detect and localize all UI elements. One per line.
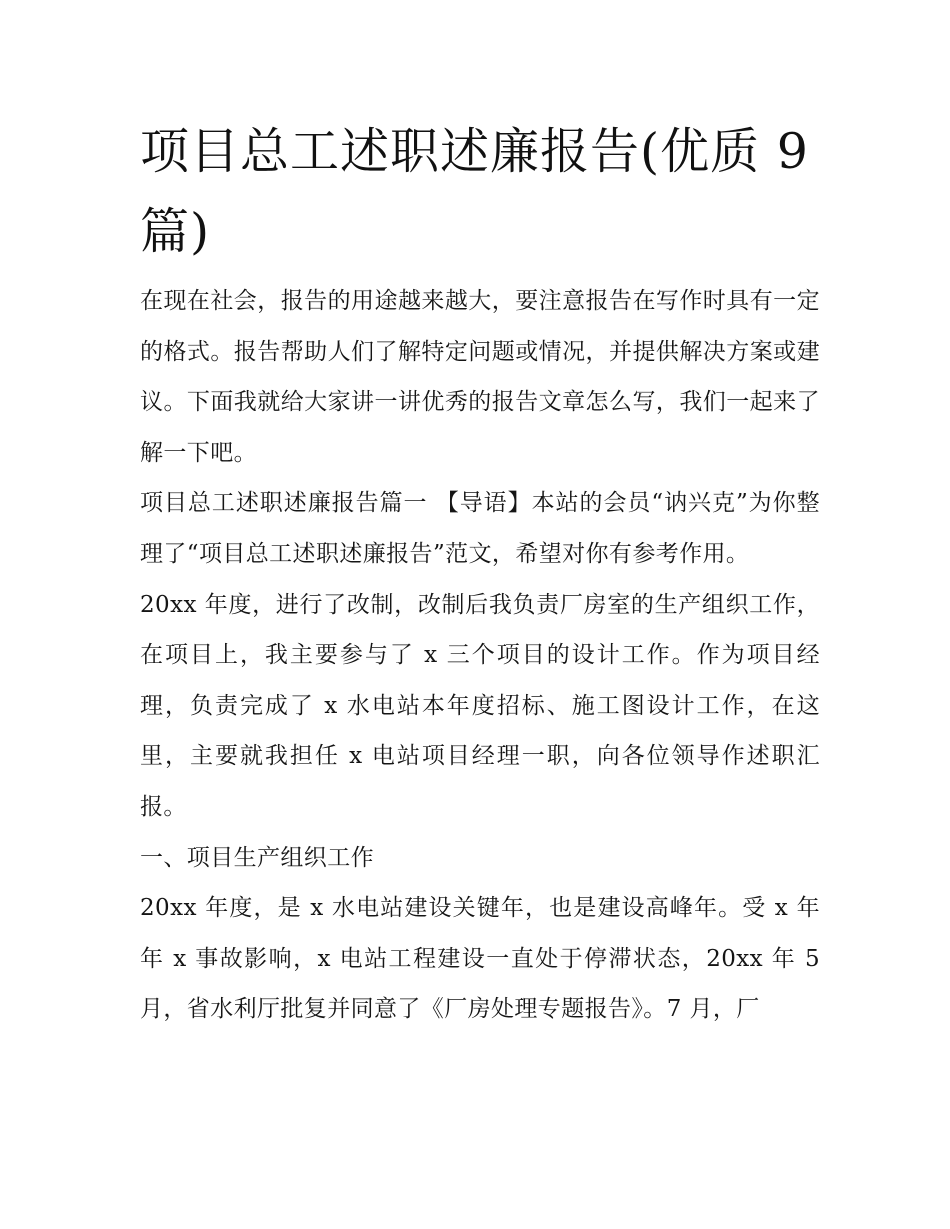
section-one-intro-paragraph: 项目总工述职述廉报告篇一 【导语】本站的会员“讷兴克”为你整理了“项目总工述职述廉报告”范文，希望对你有参考作用。 (140, 490, 820, 567)
section-heading: 一、项目生产组织工作 (140, 844, 374, 871)
work-summary-paragraph: 20xx 年度，进行了改制，改制后我负责厂房室的生产组织工作，在项目上，我主要参与了 x 三个项目的设计工作。作为项目经理，负责完成了 x 水电站本年度招标、施工图设计工作，在这里，主要就我担任 x 电站项目经理一职，向各位领导作述职汇报。 (140, 591, 820, 820)
project-progress-paragraph: 20xx 年度，是 x 水电站建设关键年，也是建设高峰年。受 x 年年 x 事故影响，x 电站工程建设一直处于停滞状态，20xx 年 5 月，省水利厅批复并同意了《厂房处理专题报告》。7 月，厂 (140, 895, 820, 1023)
document-body (140, 276, 820, 1035)
intro-paragraph: 在现在社会，报告的用途越来越大，要注意报告在写作时具有一定的格式。报告帮助人们了解特定问题或情况，并提供解决方案或建议。下面我就给大家讲一讲优秀的报告文章怎么写，我们一起来了解一下吧。 (140, 288, 820, 466)
document-title: 项目总工述职述廉报告(优质 9 篇) (140, 123, 809, 260)
